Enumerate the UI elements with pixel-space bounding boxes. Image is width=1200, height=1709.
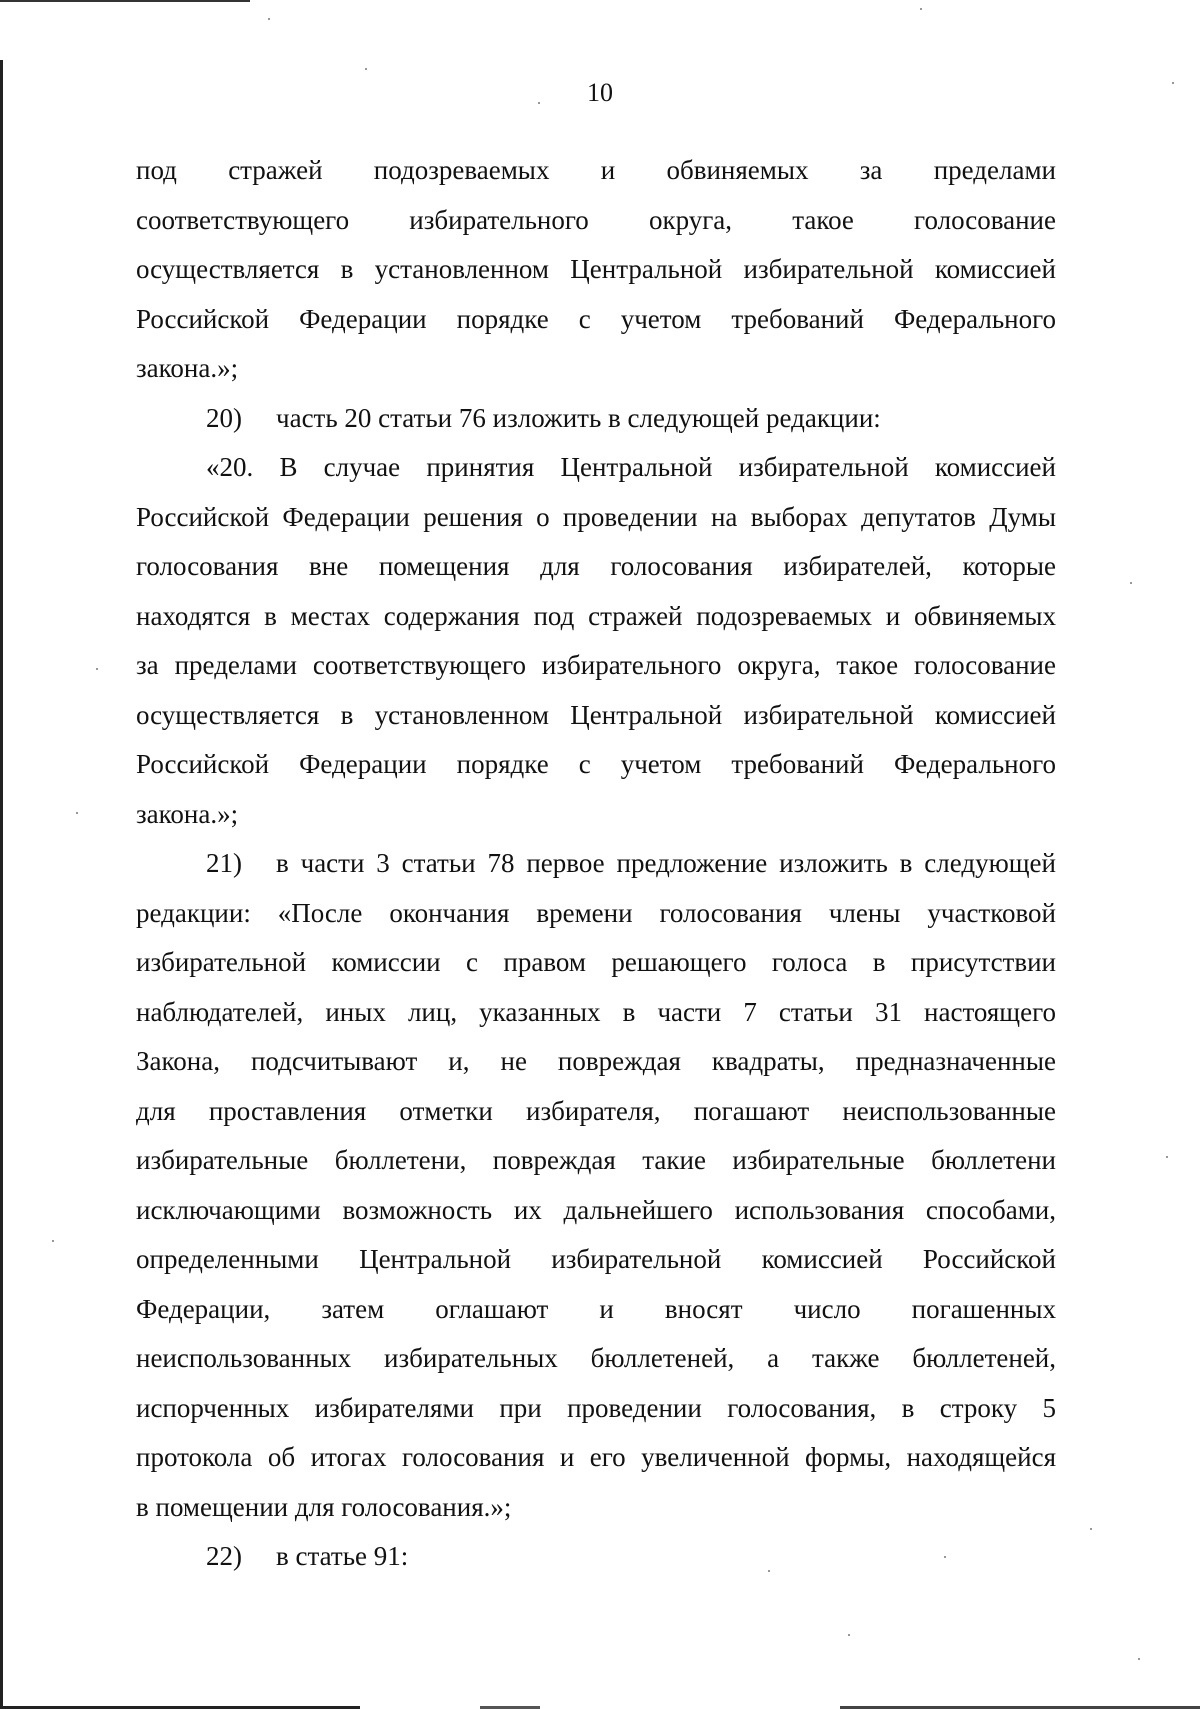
- text-line: «20. В случае принятия Центральной избирательной комиссией: [206, 452, 1056, 482]
- scan-speck: [920, 8, 922, 10]
- text-line: соответствующего избирательного округа, такое голосование: [136, 204, 1056, 235]
- scan-edge-left: [0, 60, 3, 1709]
- text-line: за пределами соответствующего избирательного округа, такое голосование: [136, 650, 1056, 680]
- scan-speck: [96, 668, 98, 670]
- text-line: осуществляется в установленном Центральной избирательной комиссией: [136, 699, 1056, 730]
- list-item-20: [136, 394, 1056, 444]
- item-number: 22): [206, 1541, 242, 1571]
- item-number: 20): [206, 402, 242, 433]
- body-text: [136, 146, 1056, 1582]
- scan-speck: [1130, 582, 1132, 584]
- scan-speck: [1138, 1658, 1140, 1660]
- text-line: закона.»;: [136, 353, 239, 383]
- text-line: под стражей подозреваемых и обвиняемых за пределами: [136, 155, 1056, 185]
- text-line: наблюдателей, иных лиц, указанных в части 7 статьи 31 настоящего: [136, 996, 1056, 1027]
- scan-speck: [52, 1240, 54, 1242]
- scan-speck: [1090, 1528, 1092, 1530]
- text-line: Закона, подсчитывают и, не повреждая квадраты, предназначенные: [136, 1046, 1056, 1076]
- text-line: редакции: «После окончания времени голосования члены участковой: [136, 897, 1056, 928]
- item-text: в части 3 статьи 78 первое предложение изложить в следующей: [276, 848, 1056, 878]
- text-line: Федерации, затем оглашают и вносят число погашенных: [136, 1293, 1056, 1324]
- text-line: находятся в местах содержания под стражей подозреваемых и обвиняемых: [136, 600, 1056, 631]
- text-line: Российской Федерации решения о проведении на выборах депутатов Думы: [136, 501, 1056, 532]
- text-line: осуществляется в установленном Центральной избирательной комиссией: [136, 254, 1056, 284]
- text-line: определенными Центральной избирательной комиссией Российской: [136, 1244, 1056, 1274]
- item-number: 21): [206, 848, 242, 878]
- item-text: часть 20 статьи 76 изложить в следующей редакции:: [276, 402, 881, 433]
- text-line: для проставления отметки избирателя, погашают неиспользованные: [136, 1095, 1056, 1126]
- text-line: протокола об итогах голосования и его увеличенной формы, находящейся: [136, 1442, 1056, 1472]
- list-item-21: [136, 839, 1056, 889]
- scan-speck: [848, 1634, 850, 1636]
- scan-speck: [365, 68, 367, 70]
- page-number: 10: [587, 78, 613, 107]
- scan-edge-top: [0, 0, 250, 2]
- list-item-22: [136, 1532, 1056, 1582]
- text-line: избирательные бюллетени, повреждая такие избирательные бюллетени: [136, 1145, 1056, 1175]
- item-text: в статье 91:: [276, 1541, 409, 1571]
- text-line: неиспользованных избирательных бюллетеней, а также бюллетеней,: [136, 1343, 1056, 1373]
- text-line: испорченных избирателями при проведении голосования, в строку 5: [136, 1392, 1056, 1423]
- text-line: исключающими возможность их дальнейшего использования способами,: [136, 1194, 1056, 1225]
- text-line: закона.»;: [136, 798, 239, 829]
- text-line: Российской Федерации порядке с учетом требований Федерального: [136, 749, 1056, 779]
- text-line: в помещении для голосования.»;: [136, 1491, 512, 1522]
- text-line: избирательной комиссии с правом решающего голоса в присутствии: [136, 947, 1056, 977]
- text-line: голосования вне помещения для голосования избирателей, которые: [136, 551, 1056, 581]
- scan-speck: [268, 18, 270, 20]
- text-line: Российской Федерации порядке с учетом требований Федерального: [136, 303, 1056, 334]
- scan-speck: [76, 812, 78, 814]
- scan-speck: [1166, 1156, 1168, 1158]
